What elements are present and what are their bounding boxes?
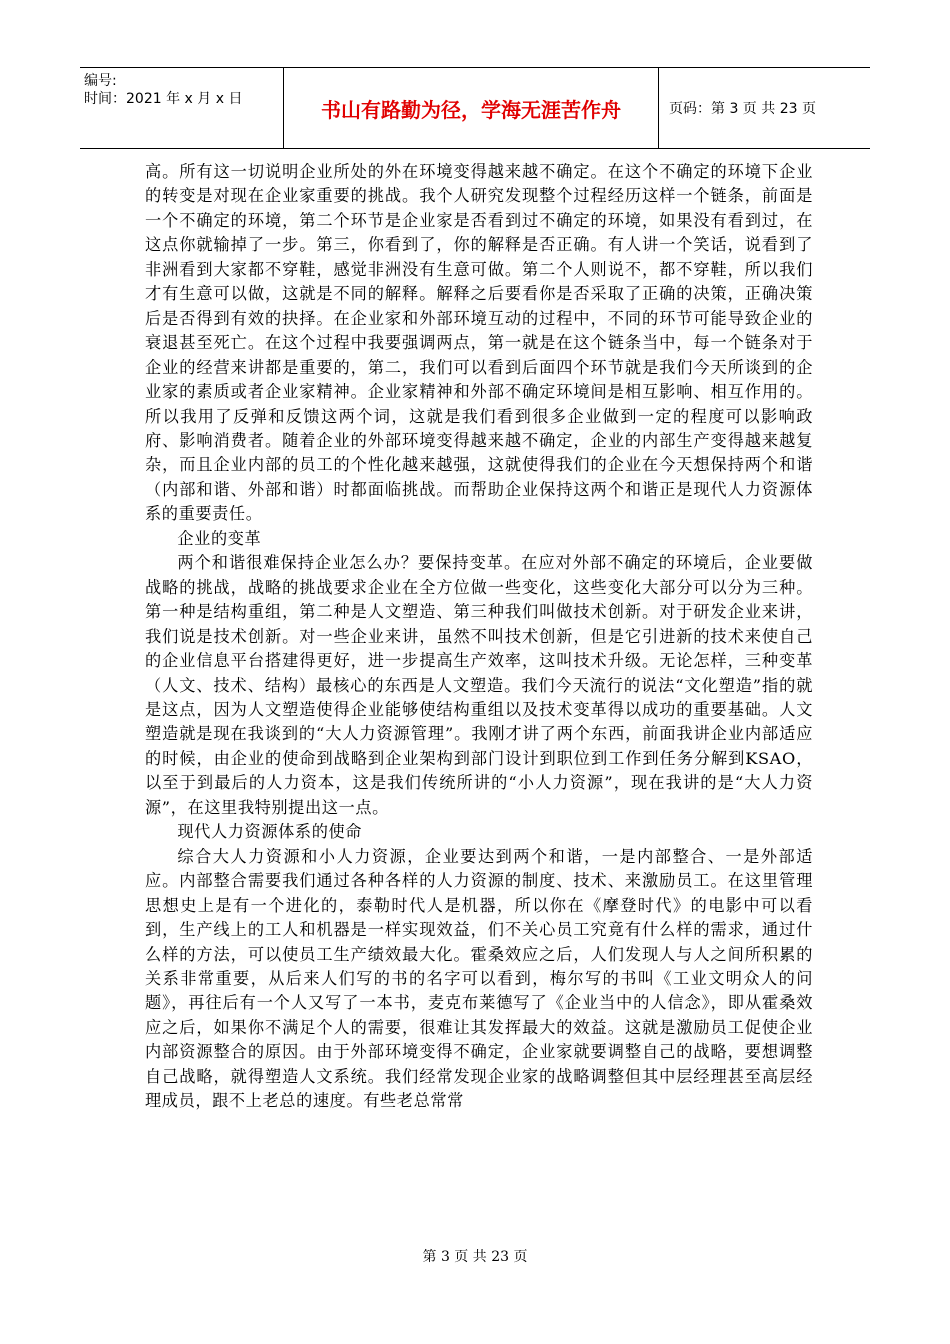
body-paragraph: 综合大人力资源和小人力资源，企业要达到两个和谐，一是内部整合、一是外部适应。内部整合需要我们通过各种各样的人力资源的制度、技术、来激励员工。在这里管理思想史上是有一个进化的，泰勒时代人是机器，所以你在《摩登时代》的电影中可以看到，生产线上的工人和机器是一样实现效益，们不关心员工究竟有什么样的需求，通过什么样的方法，可以使员工生产绩效最大化。霍桑效应之后，人们发现人与人之间所积累的关系非常重要，从后来人们写的书的名字可以看到，梅尔写的书叫《工业文明众人的问题》，再往后有一个人又写了一本书，麦克布莱德写了《企业当中的人信念》，即从霍桑效应之后，如果你不满足个人的需要，很难让其发挥最大的效益。这就是激励员工促使企业内部资源整合的原因。由于外部环境变得不确定，企业家就要调整自己的战略，要想调整自己战略，就得塑造人文系统。我们经常发现企业家的战略调整但其中层经理甚至高层经理成员，跟不上老总的速度。有些老总常常: [145, 846, 813, 1111]
body-paragraph: 两个和谐很难保持企业怎么办？要保持变革。在应对外部不确定的环境后，企业要做战略的挑战，战略的挑战要求企业在全方位做一些变化，这些变化大部分可以分为三种。第一种是结构重组，第二种是人文塑造、第三种我们叫做技术创新。对于研发企业来讲，我们说是技术创新。对一些企业来讲，虽然不叫技术创新，但是它引进新的技术来使自己的企业信息平台搭建得更好，进一步提高生产效率，这叫技术升级。无论怎样，三种变革（人文、技术、结构）最核心的东西是人文塑造。我们今天流行的说法“文化塑造”指的就是这点，因为人文塑造使得企业能够使结构重组以及技术变革得以成功的重要基础。人文塑造就是现在我谈到的“大人力资源管理”。我刚才讲了两个东西，前面我讲企业内部适应的时候，由企业的使命到战略到企业架构到部门设计到职位到工作到任务分解到KSAO，以至于到最后的人力资本，这是我们传统所讲的“小人力资源”，现在我讲的是“大人力资源”，在这里我特别提出这一点。: [145, 553, 813, 817]
section-heading: 现代人力资源体系的使命: [177, 822, 363, 842]
header-page-info: 页码：第 3 页 共 23 页: [669, 101, 816, 117]
page-header: [80, 67, 870, 149]
body-paragraph: 高。所有这一切说明企业所处的外在环境变得越来越不确定。在这个不确定的环境下企业的转变是对现在企业家重要的挑战。我个人研究发现整个过程经历这样一个链条，前面是一个不确定的环境，第二个环节是企业家是否看到过不确定的环境，如果没有看到过，在这点你就输掉了一步。第三，你看到了，你的解释是否正确。有人讲一个笑话，说看到了非洲看到大家都不穿鞋，感觉非洲没有生意可做。第二个人则说不，都不穿鞋，所以我们才有生意可以做，这就是不同的解释。解释之后要看你是否采取了正确的决策，正确决策后是否得到有效的抉择。在企业家和外部环境互动的过程中，不同的环节可能导致企业的衰退甚至死亡。在这个过程中我要强调两点，第一就是在这个链条当中，每一个链条对于企业的经营来讲都是重要的，第二，我们可以看到后面四个环节就是我们今天所谈到的企业家的素质或者企业家精神。企业家精神和外部不确定环境间是相互影响、相互作用的。所以我用了反弹和反馈这两个词，这就是我们看到很多企业做到一定的程度可以影响政府、影响消费者。随着企业的外部环境变得越来越不确定，企业的内部生产变得越来越复杂，而且企业内部的员工的个性化越来越强，这就使得我们的企业在今天想保持两个和谐（内部和谐、外部和谐）时都面临挑战。而帮助企业保持这两个和谐正是现代人力资源体系的重要责任。: [145, 162, 813, 524]
document-body: [145, 160, 813, 1114]
document-number-label: 编号:: [84, 73, 117, 89]
page-footer: 第 3 页 共 23 页: [422, 1249, 528, 1265]
header-meta: [80, 68, 284, 148]
header-motto: 书山有路勤为径，学海无涯苦作舟: [284, 68, 659, 148]
document-date: 时间：2021 年 x 月 x 日: [84, 91, 243, 107]
section-heading: 企业的变革: [177, 528, 262, 548]
